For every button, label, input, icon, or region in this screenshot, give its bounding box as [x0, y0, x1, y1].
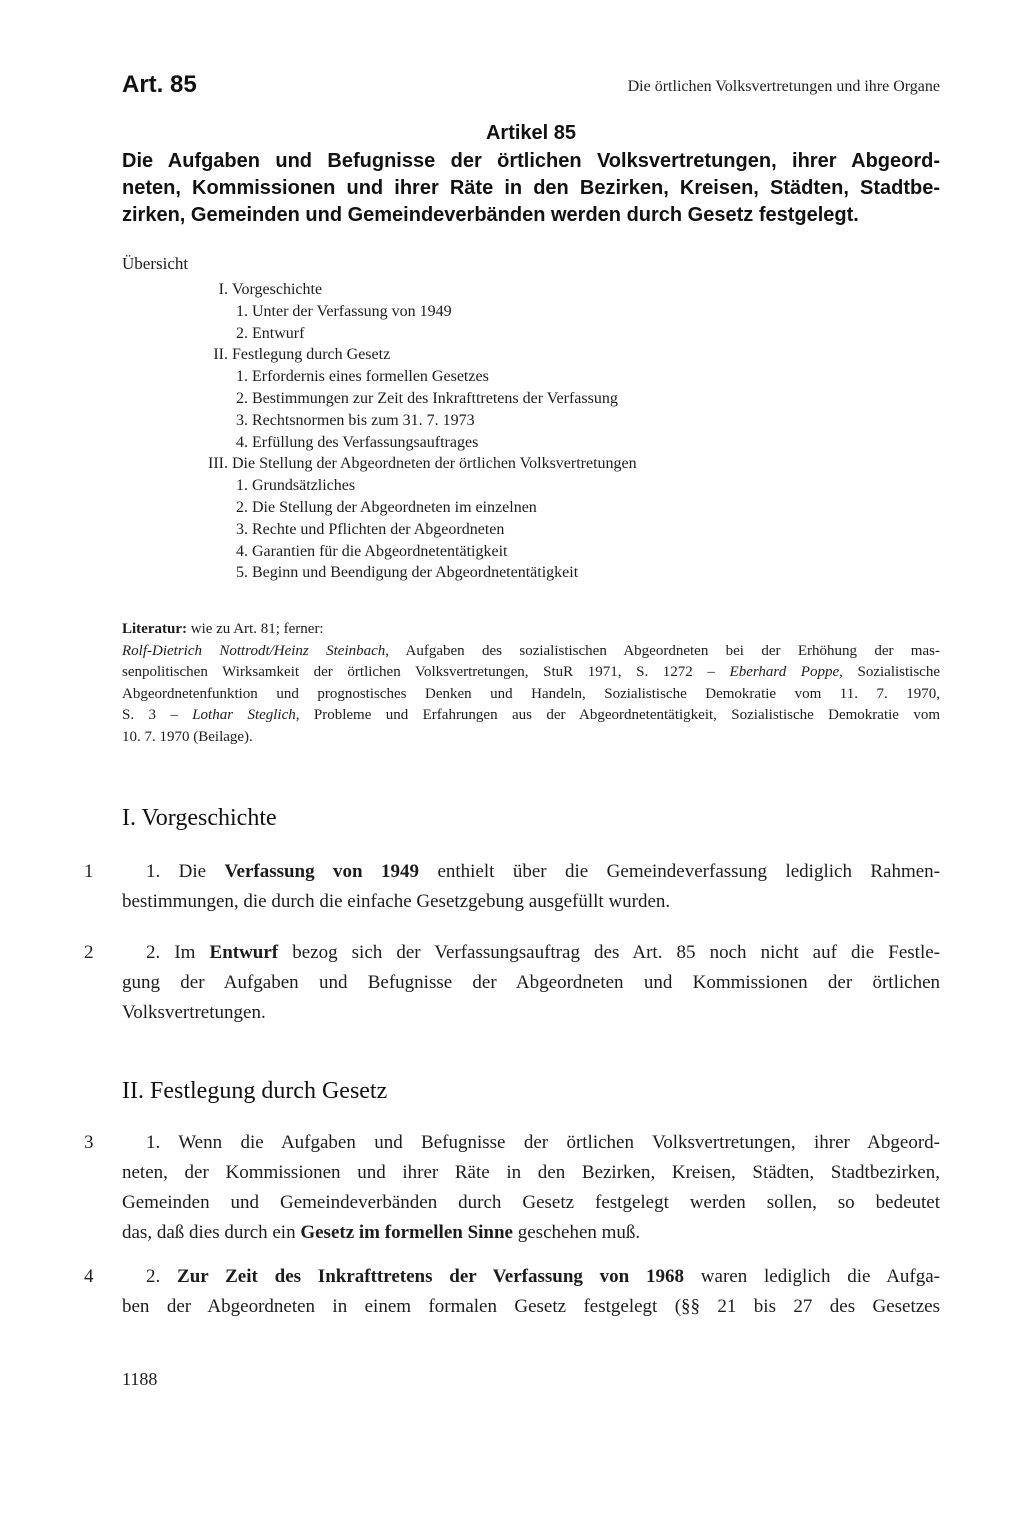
toc-item-number: 2.: [236, 389, 248, 407]
literature-text: Probleme und Erfahrungen aus der Abgeordnetentätigkeit, Sozialistische Demokratie vom: [313, 707, 940, 724]
toc-item: [122, 562, 940, 584]
literature-text: Abgeordnetenfunktion und prognostisches Denken und Handeln, Sozialistische Demokratie vom 11. 7. 1970,: [122, 685, 940, 702]
toc-item-number: III.: [208, 455, 228, 473]
toc-item: [122, 519, 940, 541]
toc-item-text: Die Stellung der Abgeordneten im einzelnen: [252, 498, 537, 516]
literature-text: 10. 7. 1970 (Beilage).: [122, 728, 253, 745]
toc-item-number: 1.: [236, 302, 248, 320]
toc-item-text: Rechte und Pflichten der Abgeordneten: [252, 520, 505, 538]
toc-item-number: 2.: [236, 498, 248, 516]
paragraph-line: [122, 1262, 940, 1292]
toc-item-text: Bestimmungen zur Zeit des Inkrafttretens der Verfassung: [252, 389, 618, 407]
margin-number: 1: [84, 861, 94, 882]
toc-item: [122, 541, 940, 563]
toc-item-number: 4.: [236, 542, 248, 560]
toc-item-number: 1.: [236, 368, 248, 386]
toc-item-number: 2.: [236, 324, 248, 342]
toc-item-number: 1.: [236, 477, 248, 495]
toc-item-number: 3.: [236, 411, 248, 429]
toc-item-number: 4.: [236, 433, 248, 451]
paragraph-emphasis: Zur Zeit des Inkrafttretens der Verfassung von 1968: [177, 1266, 685, 1287]
literature-author: Eberhard Poppe,: [729, 664, 843, 681]
toc-item: [122, 410, 940, 432]
overview-toc: [122, 253, 940, 584]
literature-text: S. 3 –: [122, 707, 178, 724]
paragraph-text: waren lediglich die Aufga-: [700, 1266, 940, 1287]
toc-item-text: Beginn und Beendigung der Abgeordnetentätigkeit: [252, 564, 579, 582]
article-heading: [122, 120, 940, 229]
paragraph-emphasis: Entwurf: [209, 942, 279, 963]
toc-item-text: Grundsätzliches: [252, 477, 356, 495]
running-header: [122, 68, 940, 108]
page-number: 1188: [122, 1369, 158, 1389]
literature-intro: wie zu Art. 81; ferner:: [190, 621, 324, 637]
article-heading-line: zirken, Gemeinden und Gemeindeverbänden werden durch Gesetz festgelegt.: [122, 204, 859, 226]
article-label: Art. 85: [122, 71, 197, 98]
paragraph: [122, 1128, 940, 1248]
paragraph-line: [122, 938, 940, 968]
paragraph-text: 2.: [146, 1266, 161, 1287]
paragraph-line: [122, 1218, 940, 1248]
article-heading-line: neten, Kommissionen und ihrer Räte in den Bezirken, Kreisen, Städten, Stadtbe-: [122, 177, 940, 199]
paragraph-emphasis: Verfassung von 1949: [224, 861, 420, 882]
article-number: Artikel 85: [485, 122, 577, 144]
toc-item-number: II.: [213, 346, 228, 364]
toc-item: [122, 432, 940, 454]
toc-item: [122, 301, 940, 323]
paragraph: [122, 938, 940, 1028]
literature-line: [122, 684, 940, 706]
toc-item-text: Festlegung durch Gesetz: [232, 346, 391, 364]
toc-item: [122, 344, 940, 366]
toc-item-number: 5.: [236, 564, 248, 582]
paragraph-line: ben der Abgeordneten in einem formalen Gesetz festgelegt (§§ 21 bis 27 des Gesetzes: [122, 1296, 940, 1317]
paragraph-line: bestimmungen, die durch die einfache Gesetzgebung ausgefüllt wurden.: [122, 891, 671, 912]
toc-item-text: Unter der Verfassung von 1949: [252, 302, 452, 320]
toc-item: [122, 366, 940, 388]
toc-item-number: 3.: [236, 520, 248, 538]
paragraph: [122, 1262, 940, 1322]
overview-title: Übersicht: [122, 254, 189, 273]
literature-author: Lothar Steglich,: [192, 707, 300, 724]
literature-text: senpolitischen Wirksamkeit der örtlichen Volksvertretungen, StuR 1971, S. 1272 –: [122, 664, 715, 681]
literature-label: Literatur:: [122, 621, 187, 637]
literature-line: [122, 662, 940, 684]
paragraph-line: Gemeinden und Gemeindeverbänden durch Gesetz festgelegt werden sollen, so bedeutet: [122, 1192, 940, 1213]
section-heading: II. Festlegung durch Gesetz: [122, 1078, 388, 1104]
section-heading: I. Vorgeschichte: [122, 805, 277, 831]
paragraph-line: neten, der Kommissionen und ihrer Räte in den Bezirken, Kreisen, Städten, Stadtbezirken,: [122, 1162, 940, 1183]
paragraph-line: [122, 857, 940, 887]
paragraph-line: Volksvertretungen.: [122, 1002, 266, 1023]
toc-item-text: Die Stellung der Abgeordneten der örtlichen Volksvertretungen: [232, 455, 637, 473]
toc-item: [122, 453, 940, 475]
literature-line: [122, 705, 940, 727]
toc-item: [122, 388, 940, 410]
paragraph-text: das, daß dies durch ein: [122, 1222, 296, 1243]
paragraph-line: gung der Aufgaben und Befugnisse der Abgeordneten und Kommissionen der örtlichen: [122, 972, 940, 993]
literature-text: Aufgaben des sozialistischen Abgeordneten bei der Erhöhung der mas-: [405, 642, 940, 659]
toc-item: [122, 279, 940, 301]
toc-item-text: Entwurf: [252, 324, 305, 342]
paragraph-line: 1. Wenn die Aufgaben und Befugnisse der örtlichen Volksvertretungen, ihrer Abgeord-: [146, 1132, 940, 1153]
literature-text: Sozialistische: [857, 664, 940, 681]
toc-item-text: Garantien für die Abgeordnetentätigkeit: [252, 542, 508, 560]
toc-list: [122, 279, 940, 584]
toc-item-text: Vorgeschichte: [232, 281, 323, 298]
paragraph-text: 1. Die: [146, 861, 207, 882]
margin-number: 4: [84, 1266, 94, 1287]
margin-number: 2: [84, 942, 94, 963]
toc-item-text: Rechtsnormen bis zum 31. 7. 1973: [252, 411, 475, 429]
paragraph-text: bezog sich der Verfassungsauftrag des Art. 85 noch nicht auf die Festle-: [292, 942, 940, 963]
running-title: Die örtlichen Volksvertretungen und ihre Organe: [627, 78, 940, 95]
literature-block: [122, 619, 940, 749]
toc-item: [122, 497, 940, 519]
paragraph-emphasis: Gesetz im formellen Sinne: [300, 1222, 513, 1243]
margin-number: 3: [84, 1132, 94, 1153]
paragraph: [122, 857, 940, 917]
literature-author: Rolf-Dietrich Nottrodt/Heinz Steinbach,: [122, 642, 390, 659]
literature-line: [122, 641, 940, 663]
toc-item-number: I.: [218, 281, 228, 298]
paragraph-text: geschehen muß.: [517, 1222, 641, 1243]
paragraph-text: 2. Im: [146, 942, 196, 963]
toc-item-text: Erfordernis eines formellen Gesetzes: [252, 368, 489, 386]
literature-line: [122, 727, 940, 749]
article-heading-line: Die Aufgaben und Befugnisse der örtlichen Volksvertretungen, ihrer Abgeord-: [122, 150, 940, 172]
literature-line: [122, 619, 940, 641]
toc-item: [122, 475, 940, 497]
paragraph-text: enthielt über die Gemeindeverfassung lediglich Rahmen-: [437, 861, 940, 882]
toc-item-text: Erfüllung des Verfassungsauftrages: [252, 433, 479, 451]
toc-item: [122, 323, 940, 345]
